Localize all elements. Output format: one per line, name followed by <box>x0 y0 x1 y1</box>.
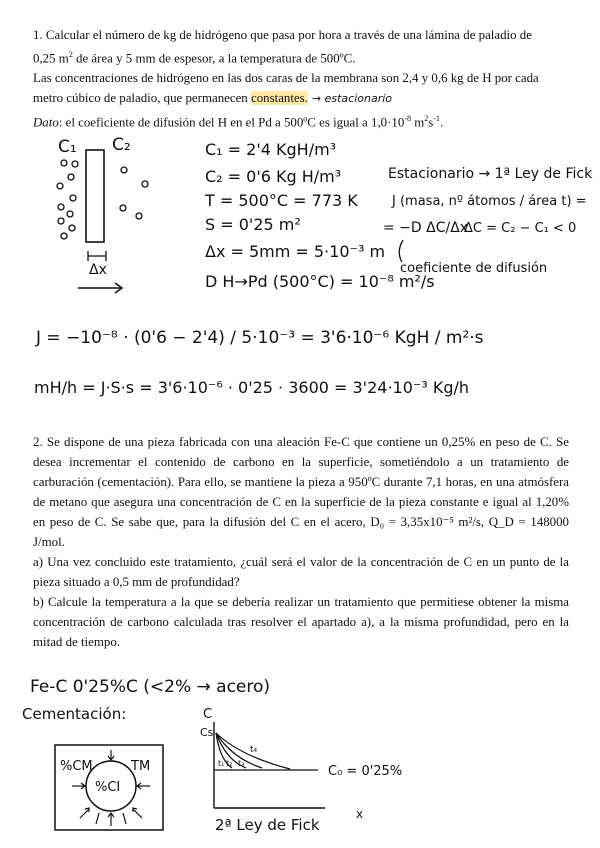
axis-label-c: C <box>203 707 213 722</box>
given-t: T = 500°C = 773 K <box>205 191 358 210</box>
given-s: S = 0'25 m² <box>205 215 301 234</box>
law-j: J (masa, nº átomos / área t) = <box>392 194 587 209</box>
calc-mass-rate: mH/h = J·S·s = 3'6·10⁻⁶ · 0'25 · 3600 = 3'24·10⁻³ Kg/h <box>34 378 470 397</box>
handwritten-estacionario: → estacionario <box>311 92 393 106</box>
label-c0: C₀ = 0'25% <box>328 764 403 779</box>
dato-end: . <box>439 115 444 130</box>
given-d: D H→Pd (500°C) = 10⁻⁸ m²/s <box>205 272 435 291</box>
p2-part-a: a) Una vez concluido este tratamiento, ¿cuál será el valor de la concentración de C en un punto de la pieza situado a 0,5 mm de profundidad? <box>33 555 569 589</box>
law-dc: ΔC = C₂ − C₁ < 0 <box>464 221 577 236</box>
dato-unit-s: s <box>428 115 434 130</box>
dato-label: Dato <box>33 115 59 130</box>
label-c2: C₂ <box>112 135 131 155</box>
p1-area: 0,25 m <box>33 51 69 66</box>
label-ci: %CI <box>95 780 121 795</box>
given-c1: C₁ = 2'4 KgH/m³ <box>205 140 337 159</box>
p1-area-exp: 2 <box>68 50 73 59</box>
dato-unit-m: m <box>410 115 425 130</box>
law-coef: coeficiente de difusión <box>400 261 548 276</box>
p1-line4-text: metro cúbico de paladio, que permanecen <box>33 91 251 106</box>
p2-part-b: b) Calcule la temperatura a la que se debería realizar un tratamiento que permitiese obtener la misma concentración de carbono calculada tras resolver el apartado a), a la misma profundidad, pero en la mitad de tiempo. <box>33 595 569 649</box>
dato-exp3: -1 <box>433 114 440 124</box>
law-eq: = −D ΔC/Δx <box>383 220 469 236</box>
dato-exp1: -8 <box>404 114 411 124</box>
p1-line3: Las concentraciones de hidrógeno en las dos caras de la membrana son 2,4 y 0,6 kg de H por cada <box>33 71 539 86</box>
label-fick2: 2ª Ley de Fick <box>215 816 320 834</box>
axis-label-cs: Cs <box>200 726 214 739</box>
note-fe-c: Fe-C 0'25%C (<2% → acero) <box>30 677 271 697</box>
label-dx: Δx <box>89 262 107 278</box>
label-c1: C₁ <box>58 137 77 157</box>
p2-body: 2. Se dispone de una pieza fabricada con una aleación Fe-C que contiene un 0,25% en peso de C. Se desea incrementar el contenido de carbono en la superficie, sometiéndolo a un tratamiento de carburación (cementación). Para ello, se mantiene la pieza a 950ºC durante 7,1 horas, en una atmósfera de metano que asegura una concentración de C en la superficie de la pieza constante e igual al 1,20% en peso de C. Se sabe que, para la difusión del C en el acero, D₀ = 3,35x10⁻⁵ m²/s, Q_D = 148000 J/mol. <box>33 435 569 549</box>
p1-line1: 1. Calcular el número de kg de hidrógeno que pasa por hora a través de una lámina de paladio de <box>33 28 532 42</box>
dato-exp2: 2 <box>424 114 429 124</box>
axis-label-x: x <box>356 807 364 821</box>
note-cementacion: Cementación: <box>22 705 127 723</box>
highlight-constantes: constantes. <box>250 91 308 106</box>
label-t2: t₂ <box>226 759 233 768</box>
p1-line2-rest: de área y 5 mm de espesor, a la temperatura de 500ºC. <box>72 51 356 66</box>
given-c2: C₂ = 0'6 Kg H/m³ <box>205 167 342 186</box>
dato-text: : el coeficiente de difusión del H en el Pd a 500ºC es igual a 1,0·10 <box>58 115 405 130</box>
calc-j: J = −10⁻⁸ · (0'6 − 2'4) / 5·10⁻³ = 3'6·10⁻⁶ KgH / m²·s <box>36 328 484 348</box>
label-t1: t₁ <box>218 759 225 768</box>
label-tm: TM <box>131 759 151 774</box>
label-cm: %CM <box>60 759 93 774</box>
label-t4: t₄ <box>250 745 258 755</box>
given-dx: Δx = 5mm = 5·10⁻³ m <box>205 242 386 261</box>
label-t3: t₃ <box>238 759 245 768</box>
law-title: Estacionario → 1ª Ley de Fick <box>388 166 593 182</box>
